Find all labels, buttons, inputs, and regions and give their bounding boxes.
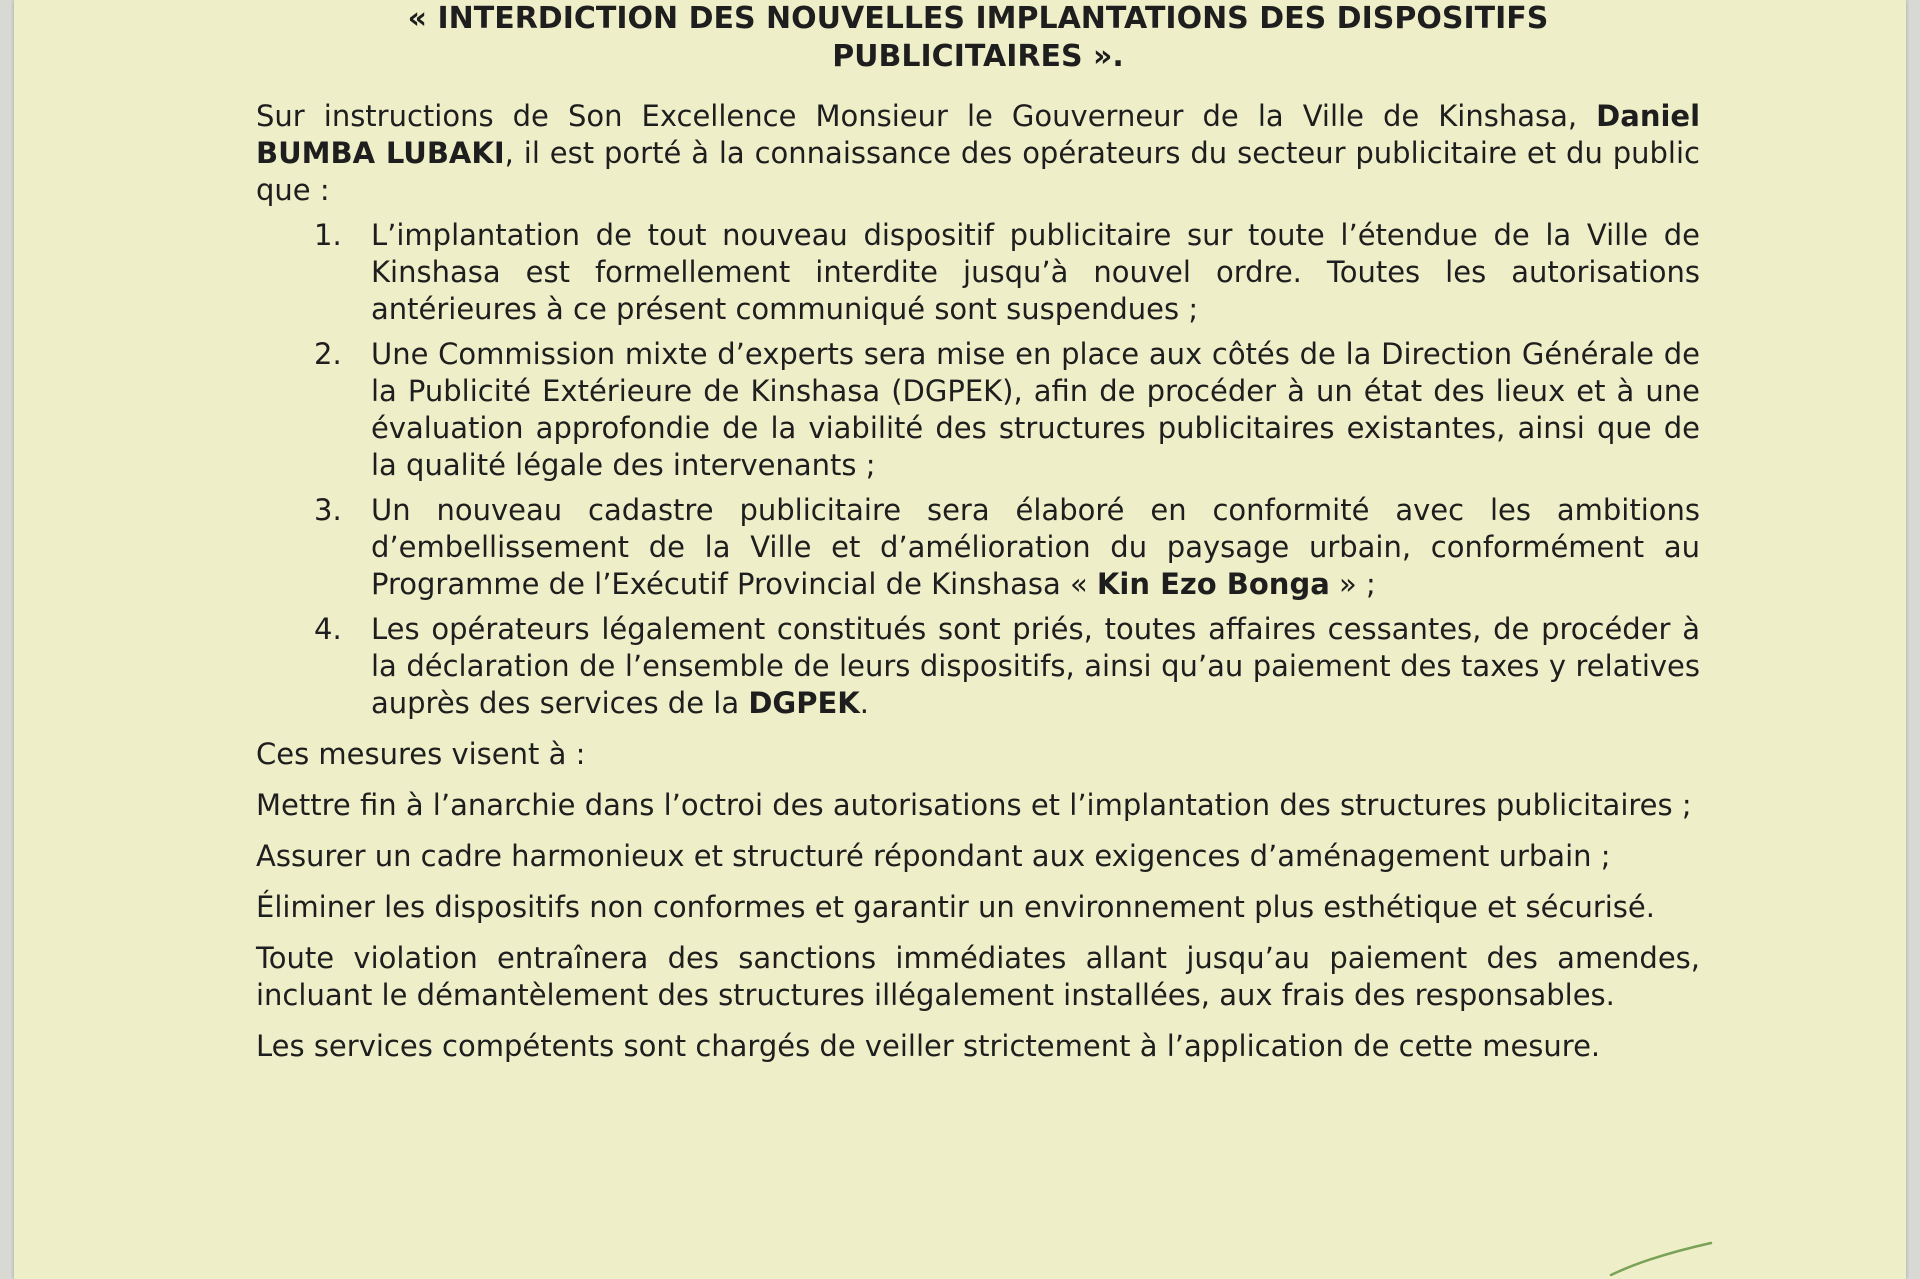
violation-paragraph: Toute violation entraînera des sanctions immédiates allant jusqu’au paiement des amendes, incluant le démantèlement des structures illégalement installées, aux frais des responsables. — [256, 941, 1700, 1012]
intro-after: , il est porté à la connaissance des opérateurs du secteur publicitaire et du public que : — [256, 136, 1700, 207]
agency-acronym: DGPEK — [748, 686, 860, 720]
item-text: Un nouveau cadastre publicitaire sera élaboré en conformité avec les ambitions d’embellissement de la Ville et d’amélioration du paysage urbain, conformément au Programme de l’Exécutif Provincial de Kinshasa « — [371, 493, 1700, 601]
item-number: 3. — [314, 493, 342, 527]
title-line-1: « INTERDICTION DES NOUVELLES IMPLANTATIONS DES DISPOSITIFS — [407, 1, 1549, 36]
item-text: Les opérateurs légalement constitués sont priés, toutes affaires cessantes, de procéder à la déclaration de l’ensemble de leurs dispositifs, ainsi qu’au paiement des taxes y relatives auprès des services de la — [371, 612, 1700, 720]
measure-paragraph: Mettre fin à l’anarchie dans l’octroi des autorisations et l’implantation des structures publicitaires ; — [256, 788, 1692, 822]
document-body — [256, 0, 1700, 1065]
title-line-2: PUBLICITAIRES ». — [832, 39, 1124, 74]
list-item — [314, 336, 1700, 484]
closing-paragraph: Les services compétents sont chargés de veiller strictement à l’application de cette mesure. — [256, 1029, 1601, 1063]
list-item — [314, 492, 1700, 603]
measures-lead: Ces mesures visent à : — [256, 737, 586, 771]
measure-paragraph: Éliminer les dispositifs non conformes et garantir un environnement plus esthétique et sécurisé. — [256, 890, 1655, 924]
item-number: 2. — [314, 337, 342, 371]
document-page — [14, 0, 1906, 1279]
item-text: Une Commission mixte d’experts sera mise en place aux côtés de la Direction Générale de la Publicité Extérieure de Kinshasa (DGPEK), afin de procéder à un état des lieux et à une évaluation approfondie de la viabilité des structures publicitaires existantes, ainsi que de la qualité légale des intervenants ; — [371, 337, 1700, 482]
measure-paragraph: Assurer un cadre harmonieux et structuré répondant aux exigences d’aménagement urbain ; — [256, 839, 1611, 873]
document-title — [256, 0, 1700, 76]
item-text-end: . — [859, 686, 869, 720]
item-text: L’implantation de tout nouveau dispositif publicitaire sur toute l’étendue de la Ville de Kinshasa est formellement interdite jusqu’à nouvel ordre. Toutes les autorisations antérieures à ce présent communiqué sont suspendues ; — [371, 218, 1700, 326]
intro-paragraph — [256, 98, 1700, 209]
numbered-list — [256, 217, 1700, 722]
governor-name: Daniel BUMBA LUBAKI — [256, 99, 1701, 170]
list-item — [314, 611, 1700, 722]
signature-stroke — [1606, 1239, 1716, 1279]
item-number: 1. — [314, 218, 342, 252]
item-text-end: » ; — [1329, 567, 1376, 601]
intro-before: Sur instructions de Son Excellence Monsieur le Gouverneur de la Ville de Kinshasa, — [256, 99, 1578, 133]
list-item — [314, 217, 1700, 328]
item-number: 4. — [314, 612, 342, 646]
program-name: Kin Ezo Bonga — [1096, 567, 1330, 601]
